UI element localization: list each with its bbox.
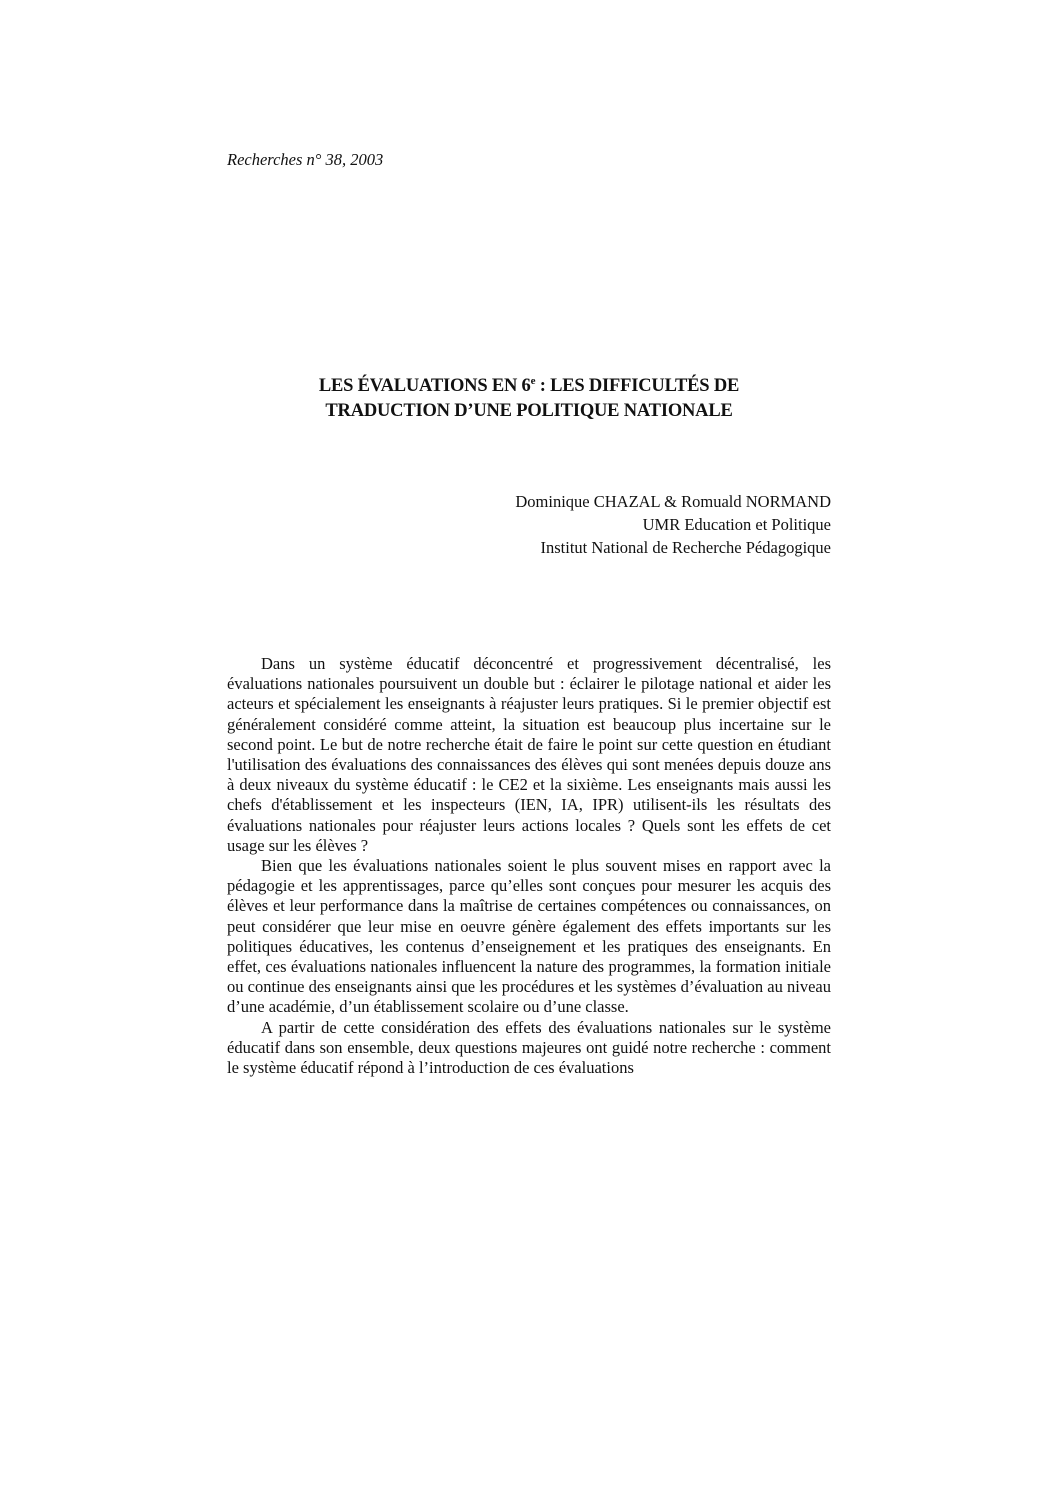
title-line-1 [228, 374, 830, 399]
author-names: Dominique CHAZAL & Romuald NORMAND [515, 492, 831, 511]
title-line-1-start: LES ÉVALUATIONS EN 6 [318, 376, 531, 396]
paragraph-3: A partir de cette considération des effets des évaluations nationales sur le système éducatif dans son ensemble, deux questions majeures ont guidé notre recherche : comment le système éducatif répond à l’introduction de ces évaluations [227, 1017, 831, 1078]
title-line-1-end: : LES DIFFICULTÉS DE [535, 376, 740, 396]
article-title [228, 374, 830, 424]
author-block [380, 490, 831, 559]
author-institute: Institut National de Recherche Pédagogique [540, 538, 831, 557]
journal-header: Recherches n° 38, 2003 [227, 150, 384, 169]
title-line-2: TRADUCTION D’UNE POLITIQUE NATIONALE [325, 401, 733, 421]
paragraph-2: Bien que les évaluations nationales soient le plus souvent mises en rapport avec la pédagogie et les apprentissages, parce qu’elles sont conçues pour mesurer les acquis des élèves et leur performance dans la maîtrise de certaines compétences ou connaissances, on peut considérer que leur mise en oeuvre génère également des effets importants sur les politiques éducatives, les contenus d’enseignement et les pratiques des enseignants. En effet, ces évaluations nationales influencent la nature des programmes, la formation initiale ou continue des enseignants ainsi que les procédures et les systèmes d’évaluation au niveau d’une académie, d’un établissement scolaire ou d’une classe. [227, 856, 831, 1017]
author-unit: UMR Education et Politique [642, 515, 831, 534]
title-superscript: e [530, 375, 536, 387]
paragraph-1: Dans un système éducatif déconcentré et progressivement décentralisé, les évaluations nationales poursuivent un double but : éclairer le pilotage national et aider les acteurs et spécialement les enseignants à réajuster leurs pratiques. Si le premier objectif est généralement considéré comme atteint, la situation est beaucoup plus incertaine sur le second point. Le but de notre recherche était de faire le point sur cette question en étudiant l'utilisation des évaluations des connaissances des élèves qui sont menées depuis douze ans à deux niveaux du système éducatif : le CE2 et la sixième. Les enseignants mais aussi les chefs d'établissement et les inspecteurs (IEN, IA, IPR) utilisent-ils les résultats des évaluations nationales pour réajuster leurs actions locales ? Quels sont les effets de cet usage sur les élèves ? [227, 654, 831, 855]
body-text [227, 654, 831, 1078]
